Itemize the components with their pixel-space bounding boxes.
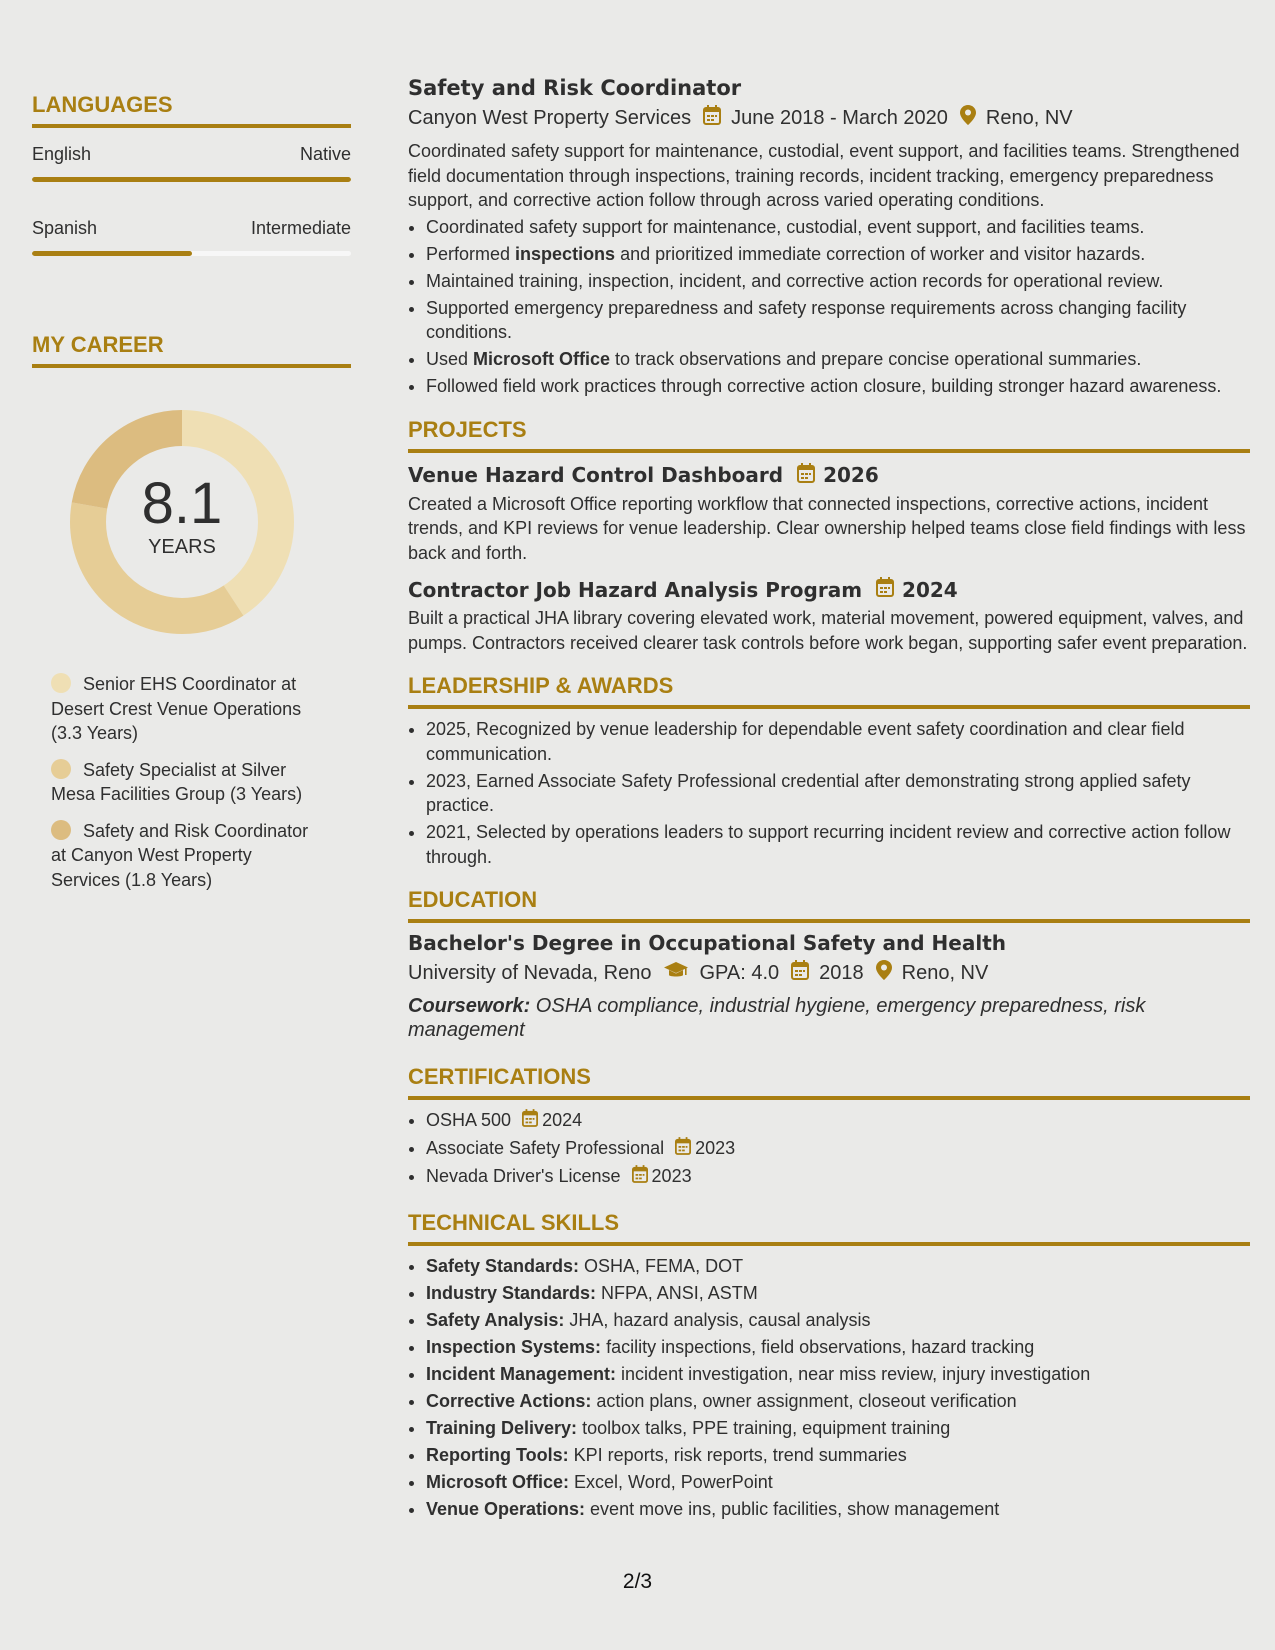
projects-heading: PROJECTS (408, 417, 1250, 453)
job-dates: June 2018 - March 2020 (731, 106, 948, 129)
skill-value: facility inspections, field observations, hazard tracking (601, 1336, 1035, 1357)
projects-section (408, 417, 1250, 656)
skill-value: OSHA, FEMA, DOT (579, 1255, 744, 1276)
career-role: Safety and Risk Coordinator at Canyon West Property Services (1.8 Years) (51, 820, 309, 890)
project-description: Built a practical JHA library covering elevated work, material movement, powered equipment, valves, and pumps. Contractors received clearer task controls before work began, supporting safer event preparation. (408, 608, 1248, 653)
certification-name: OSHA 500 (426, 1110, 512, 1130)
skill-item (426, 1497, 1250, 1522)
language-name: English (32, 144, 92, 164)
award-item: • 2025, Recognized by venue leadership for dependable event safety coordination and clear field communication. (426, 717, 1250, 766)
skill-label: Training Delivery: (426, 1417, 578, 1438)
certifications-list (408, 1108, 1250, 1190)
career-legend-item (51, 819, 321, 893)
calendar-icon (703, 105, 721, 131)
career-legend-item (51, 672, 321, 746)
job-meta (408, 105, 1250, 131)
job-title: Safety and Risk Coordinator (408, 76, 742, 100)
project-name: Venue Hazard Control Dashboard (408, 463, 784, 487)
career-total-years: 8.1 (141, 471, 223, 536)
language-proficiency-bar (32, 177, 351, 182)
gpa: GPA: 4.0 (699, 961, 780, 984)
job-bullet: • Performed inspections and prioritized immediate correction of worker and visitor hazards. (426, 242, 1250, 267)
award-item: • 2021, Selected by operations leaders to support recurring incident review and corrective action follow through. (426, 820, 1250, 869)
certifications-heading: CERTIFICATIONS (408, 1064, 1250, 1100)
project-year: 2026 (823, 463, 879, 487)
certification-item (426, 1164, 1250, 1190)
skill-item (426, 1281, 1250, 1306)
graduation-year: 2018 (819, 961, 864, 984)
skill-label: Industry Standards: (426, 1282, 597, 1303)
education-section (408, 887, 1250, 1042)
skill-value: action plans, owner assignment, closeout verification (591, 1390, 1017, 1411)
career-years-unit: YEARS (148, 536, 216, 558)
job-bullets (408, 215, 1250, 399)
education-meta (408, 960, 1250, 986)
job-summary: Coordinated safety support for maintenance, custodial, event support, and facilities teams. Strengthened field documentation through inspections, training records, incident tracking, emergency preparedness support, and corrective action follow through across varied operating conditions. (408, 141, 1240, 210)
skill-value: Excel, Word, PowerPoint (569, 1471, 773, 1492)
legend-dot (51, 820, 71, 840)
page-number: 2/3 (622, 1570, 653, 1593)
job-bullet: • Used Microsoft Office to track observations and prepare concise operational summaries. (426, 347, 1250, 372)
project-description: Created a Microsoft Office reporting workflow that connected inspections, corrective actions, incident trends, and KPI reviews for venue leadership. Clear ownership helped teams close field findings with less back and forth. (408, 493, 1246, 563)
skill-label: Incident Management: (426, 1363, 617, 1384)
calendar-icon (522, 1109, 538, 1134)
calendar-icon (876, 577, 894, 602)
skill-item (426, 1470, 1250, 1495)
job-bullet: • Maintained training, inspection, incident, and corrective action records for operational review. (426, 269, 1250, 294)
skill-label: Reporting Tools: (426, 1444, 569, 1465)
project-item (408, 463, 1250, 566)
calendar-icon (632, 1165, 648, 1190)
skill-item (426, 1308, 1250, 1333)
skill-value: JHA, hazard analysis, causal analysis (564, 1309, 871, 1330)
skill-item (426, 1389, 1250, 1414)
certifications-section (408, 1064, 1250, 1190)
career-legend (32, 672, 351, 892)
skill-label: Venue Operations: (426, 1498, 586, 1519)
education-heading: EDUCATION (408, 887, 1250, 923)
languages-heading: LANGUAGES (32, 92, 351, 128)
job-company: Canyon West Property Services (408, 106, 692, 129)
skill-item (426, 1416, 1250, 1441)
certification-name: Nevada Driver's License (426, 1166, 621, 1186)
degree-title: Bachelor's Degree in Occupational Safety and Health (408, 931, 1007, 955)
coursework-label: Coursework: (408, 995, 531, 1017)
skill-item (426, 1362, 1250, 1387)
language-item (32, 218, 351, 256)
job-entry (408, 76, 1250, 399)
language-level: Intermediate (250, 218, 351, 238)
language-proficiency-fill (32, 251, 192, 256)
language-name: Spanish (32, 218, 98, 238)
sidebar (32, 92, 351, 904)
language-proficiency-fill (32, 177, 351, 182)
main-content (408, 76, 1250, 1524)
career-role: Senior EHS Coordinator at Desert Crest Venue Operations (3.3 Years) (51, 674, 302, 743)
career-role: Safety Specialist at Silver Mesa Facilities Group (3 Years) (51, 759, 303, 804)
school-name: University of Nevada, Reno (408, 961, 652, 984)
job-location: Reno, NV (985, 106, 1073, 129)
skill-item (426, 1254, 1250, 1279)
skill-value: event move ins, public facilities, show management (585, 1498, 1000, 1519)
certification-item (426, 1108, 1250, 1134)
career-donut-chart (62, 402, 302, 642)
skill-item (426, 1443, 1250, 1468)
skills-section (408, 1210, 1250, 1522)
skill-label: Microsoft Office: (426, 1471, 570, 1492)
skill-item (426, 1335, 1250, 1360)
skill-label: Safety Analysis: (426, 1309, 565, 1330)
calendar-icon (797, 463, 815, 488)
awards-heading: LEADERSHIP & AWARDS (408, 673, 1250, 709)
location-pin-icon (876, 960, 892, 986)
graduation-cap-icon (663, 960, 689, 986)
project-year: 2024 (902, 577, 958, 602)
skill-label: Inspection Systems: (426, 1336, 602, 1357)
career-legend-item (51, 758, 321, 807)
job-bullet: • Coordinated safety support for maintenance, custodial, event support, and facilities teams. (426, 215, 1250, 240)
project-item (408, 577, 1250, 655)
certification-year: 2023 (695, 1138, 736, 1158)
certification-year: 2023 (651, 1166, 692, 1186)
awards-list (408, 717, 1250, 869)
coursework (408, 994, 1250, 1042)
coursework-list: OSHA compliance, industrial hygiene, emergency preparedness, risk management (408, 995, 1146, 1041)
calendar-icon (675, 1137, 691, 1162)
project-name: Contractor Job Hazard Analysis Program (408, 577, 863, 602)
location-pin-icon (960, 105, 976, 131)
education-location: Reno, NV (901, 961, 989, 984)
skill-label: Corrective Actions: (426, 1390, 592, 1411)
certification-year: 2024 (542, 1110, 583, 1130)
award-item: • 2023, Earned Associate Safety Professional credential after demonstrating strong applied safety practice. (426, 769, 1250, 818)
skill-value: incident investigation, near miss review, injury investigation (616, 1363, 1091, 1384)
legend-dot (51, 759, 71, 779)
skill-value: toolbox talks, PPE training, equipment training (577, 1417, 951, 1438)
job-bullet: • Followed field work practices through corrective action closure, building stronger hazard awareness. (426, 374, 1250, 399)
career-heading: MY CAREER (32, 332, 351, 368)
language-item (32, 144, 351, 182)
awards-section (408, 673, 1250, 869)
language-proficiency-bar (32, 251, 351, 256)
skill-value: NFPA, ANSI, ASTM (596, 1282, 758, 1303)
skills-list (408, 1254, 1250, 1522)
language-level: Native (299, 144, 351, 164)
legend-dot (51, 673, 71, 693)
calendar-icon (791, 960, 809, 986)
skill-value: KPI reports, risk reports, trend summaries (568, 1444, 907, 1465)
skill-label: Safety Standards: (426, 1255, 580, 1276)
certification-name: Associate Safety Professional (426, 1138, 665, 1158)
certification-item (426, 1136, 1250, 1162)
job-bullet: • Supported emergency preparedness and safety response requirements across changing facility conditions. (426, 296, 1250, 345)
skills-heading: TECHNICAL SKILLS (408, 1210, 1250, 1246)
